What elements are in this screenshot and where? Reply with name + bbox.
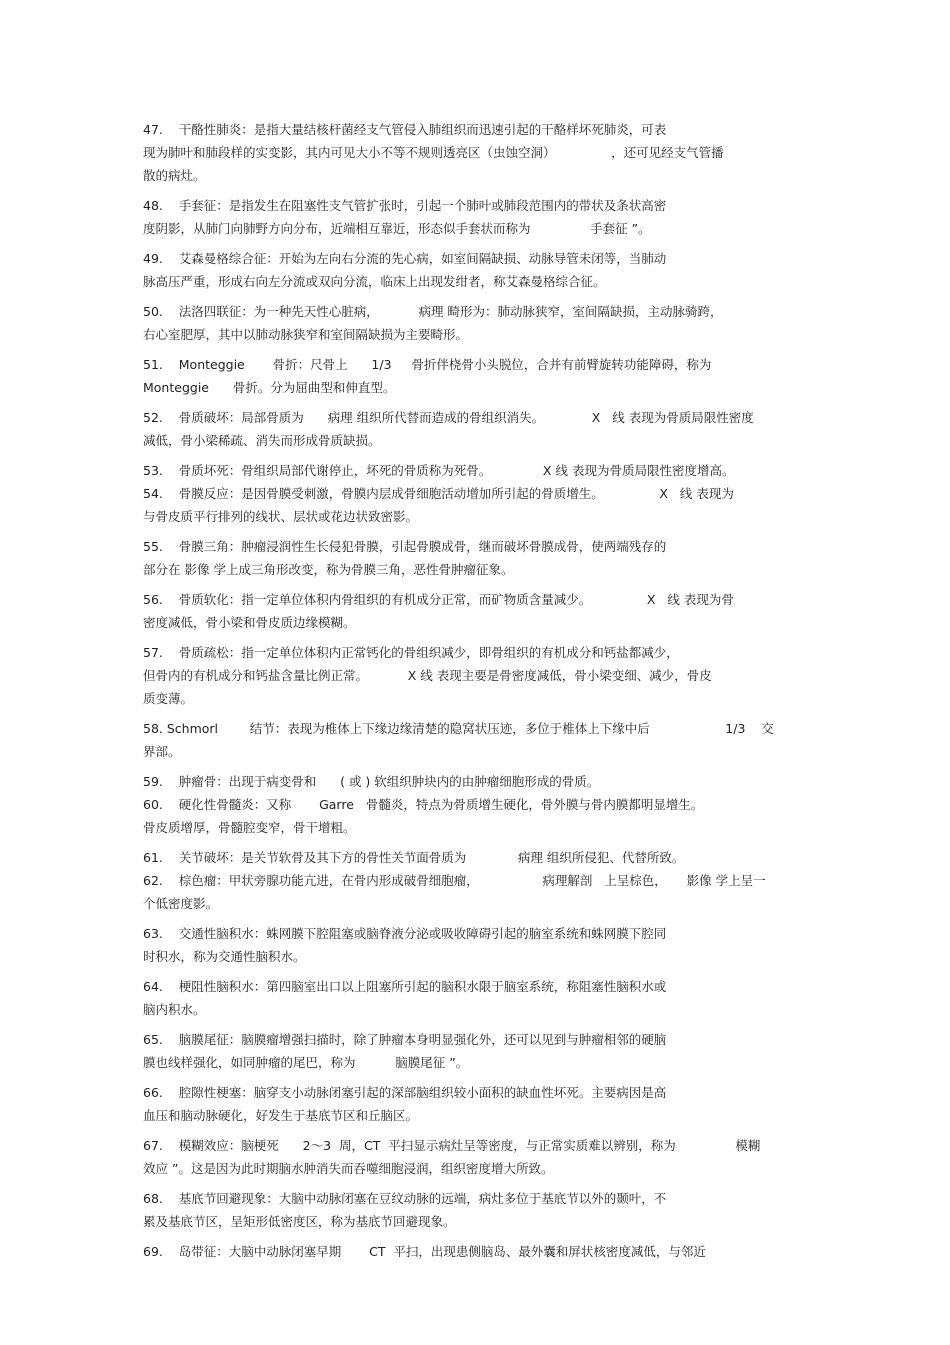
text-line: Monteggie 骨折。分为屈曲型和伸直型。: [143, 380, 396, 395]
definition-entry: [143, 353, 813, 399]
text-line: 65. 脑膜尾征：脑膜瘤增强扫描时，除了肿瘤本身明显强化外，还可以见到与肿瘤相邻的硬脑: [143, 1032, 667, 1047]
text-line: 减低，骨小梁稀疏、消失而形成骨质缺损。: [143, 433, 381, 448]
text-line: 界部。: [143, 744, 181, 759]
text-line: 散的病灶。: [143, 168, 206, 183]
definition-entry: [143, 247, 813, 293]
document-page: [143, 118, 813, 1270]
text-line: 膜也线样强化，如同肿瘤的尾巴，称为 脑膜尾征 ”。: [143, 1055, 469, 1070]
text-line: 效应 ”。这是因为此时期脑水肿消失而吞噬细胞浸润，组织密度增大所致。: [143, 1161, 554, 1176]
text-line: 55. 骨膜三角：肿瘤浸润性生长侵犯骨膜，引起骨膜成骨，继而破坏骨膜成骨，使两端残存的: [143, 539, 667, 554]
text-line: 54. 骨膜反应：是因骨膜受刺激，骨膜内层成骨细胞活动增加所引起的骨质增生。 X 线 表现为: [143, 486, 734, 501]
text-line: 69. 岛带征：大脑中动脉闭塞早期 CT 平扫，出现患侧脑岛、最外囊和屏状核密度减低，与邻近: [143, 1244, 706, 1259]
text-line: 密度减低，骨小梁和骨皮质边缘模糊。: [143, 615, 356, 630]
definition-entry: [143, 641, 813, 710]
text-line: 现为肺叶和肺段样的实变影，其内可见大小不等不规则透亮区（虫蚀空洞） ，还可见经支气管播: [143, 145, 724, 160]
text-line: 但骨内的有机成分和钙盐含量比例正常。 X 线 表现主要是骨密度减低，骨小梁变细、减少，骨皮: [143, 668, 712, 683]
text-line: 61. 关节破坏：是关节软骨及其下方的骨性关节面骨质为 病理 组织所侵犯、代替所致。: [143, 850, 685, 865]
definition-entry: [143, 1028, 813, 1074]
text-line: 时积水，称为交通性脑积水。: [143, 949, 306, 964]
definition-entry: [143, 770, 813, 839]
definition-entry: [143, 118, 813, 187]
text-line: 与骨皮质平行排列的线状、层状或花边状致密影。: [143, 509, 419, 524]
text-line: 64. 梗阻性脑积水：第四脑室出口以上阻塞所引起的脑积水限于脑室系统，称阻塞性脑积水或: [143, 979, 667, 994]
definition-entry: [143, 406, 813, 452]
text-line: 49. 艾森曼格综合征：开始为左向右分流的先心病，如室间隔缺损、动脉导管未闭等，当肺动: [143, 251, 667, 266]
definition-entry: [143, 459, 813, 528]
text-line: 63. 交通性脑积水：蛛网膜下腔阻塞或脑脊液分泌或吸收障碍引起的脑室系统和蛛网膜下腔同: [143, 926, 667, 941]
text-line: 质变薄。: [143, 691, 194, 706]
definition-entry: [143, 300, 813, 346]
definition-entry: [143, 846, 813, 915]
definition-entry: [143, 1134, 813, 1180]
text-line: 58. Schmorl 结节：表现为椎体上下缘边缘清楚的隐窝状压迹，多位于椎体上下缘中后 1/3 交: [143, 721, 774, 736]
text-line: 51. Monteggie 骨折：尺骨上 1/3 骨折伴桡骨小头脱位，合并有前臂旋转功能障碍，称为: [143, 357, 712, 372]
text-line: 67. 模糊效应：脑梗死 2～3 周，CT 平扫显示病灶呈等密度，与正常实质难以辨别，称为 模糊: [143, 1138, 761, 1153]
definition-entry: [143, 1081, 813, 1127]
text-line: 50. 法洛四联征：为一种先天性心脏病， 病理 畸形为：肺动脉狭窄，室间隔缺损，主动脉骑跨，: [143, 304, 723, 319]
text-line: 60. 硬化性骨髓炎：又称 Garre 骨髓炎，特点为骨质增生硬化，骨外膜与骨内膜都明显增生。: [143, 797, 704, 812]
text-line: 68. 基底节回避现象：大脑中动脉闭塞在豆纹动脉的远端，病灶多位于基底节以外的颞叶，不: [143, 1191, 667, 1206]
definition-entry: [143, 922, 813, 968]
text-line: 部分在 影像 学上成三角形改变，称为骨膜三角，恶性骨肿瘤征象。: [143, 562, 514, 577]
text-line: 56. 骨质软化：指一定单位体积内骨组织的有机成分正常，而矿物质含量减少。 X 线 表现为骨: [143, 592, 734, 607]
text-line: 脑内积水。: [143, 1002, 206, 1017]
text-line: 57. 骨质疏松：指一定单位体积内正常钙化的骨组织减少，即骨组织的有机成分和钙盐都减少，: [143, 645, 679, 660]
text-line: 右心室肥厚，其中以肺动脉狭窄和室间隔缺损为主要畸形。: [143, 327, 469, 342]
text-line: 骨皮质增厚，骨髓腔变窄，骨干增粗。: [143, 820, 356, 835]
text-line: 62. 棕色瘤：甲状旁腺功能亢进，在骨内形成破骨细胞瘤， 病理解剖 上呈棕色， 影像 学上呈一: [143, 873, 766, 888]
text-line: 血压和脑动脉硬化，好发生于基底节区和丘脑区。: [143, 1108, 419, 1123]
text-line: 59. 肿瘤骨：出现于病变骨和 ( 或 ) 软组织肿块内的由肿瘤细胞形成的骨质。: [143, 774, 600, 789]
text-line: 66. 腔隙性梗塞：脑穿支小动脉闭塞引起的深部脑组织较小面积的缺血性坏死。主要病因是高: [143, 1085, 667, 1100]
text-line: 48. 手套征：是指发生在阻塞性支气管扩张时，引起一个肺叶或肺段范围内的带状及条状高密: [143, 198, 667, 213]
text-line: 脉高压严重，形成右向左分流或双向分流，临床上出现发绀者，称艾森曼格综合征。: [143, 274, 606, 289]
definition-entry: [143, 588, 813, 634]
text-line: 度阴影，从肺门向肺野方向分布，近端相互靠近，形态似手套状而称为 手套征 ”。: [143, 221, 651, 236]
definition-entry: [143, 1187, 813, 1233]
definition-entry: [143, 1240, 813, 1263]
text-line: 52. 骨质破坏：局部骨质为 病理 组织所代替而造成的骨组织消失。 X 线 表现为骨质局限性密度: [143, 410, 754, 425]
definition-entry: [143, 717, 813, 763]
text-line: 个低密度影。: [143, 896, 219, 911]
text-line: 53. 骨质坏死：骨组织局部代谢停止，坏死的骨质称为死骨。 X 线 表现为骨质局限性密度增高。: [143, 463, 735, 478]
definition-entry: [143, 194, 813, 240]
definition-entry: [143, 975, 813, 1021]
text-line: 累及基底节区，呈矩形低密度区，称为基底节回避现象。: [143, 1214, 456, 1229]
definition-entry: [143, 535, 813, 581]
text-line: 47. 干酪性肺炎：是指大量结核杆菌经支气管侵入肺组织而迅速引起的干酪样坏死肺炎，可表: [143, 122, 667, 137]
